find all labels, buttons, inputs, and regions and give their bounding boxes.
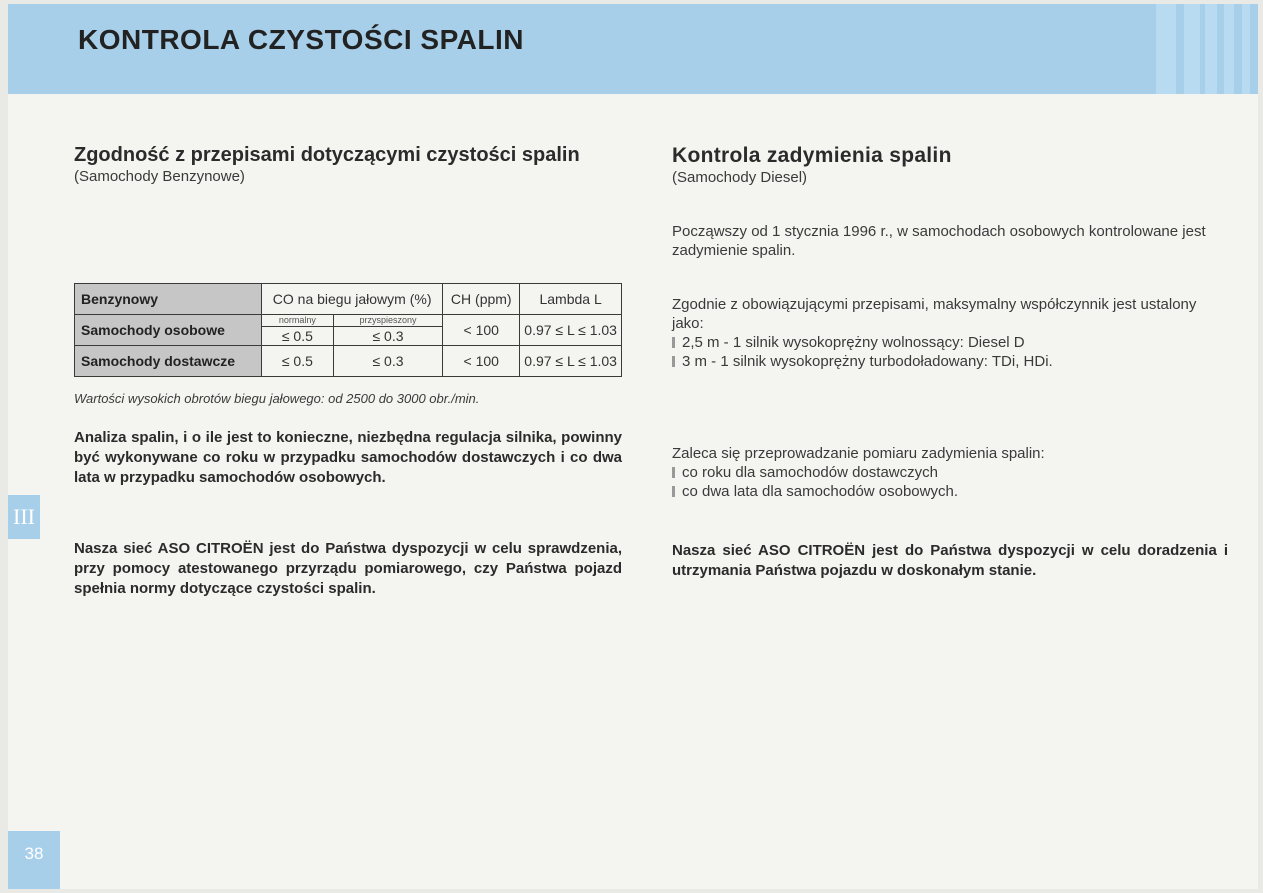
page-header: [8, 4, 1258, 94]
table-header-cell: CH (ppm): [443, 284, 520, 315]
lambda-value: 0.97 ≤ L ≤ 1.03: [520, 315, 622, 346]
page-title: KONTROLA CZYSTOŚCI SPALIN: [78, 24, 524, 55]
measurement-recommendation-text: Zaleca się przeprowadzanie pomiaru zadymienia spalin:: [672, 445, 1045, 462]
list-item: co roku dla samochodów dostawczych: [672, 463, 1228, 482]
chapter-tab: III: [8, 495, 40, 539]
emission-table: [74, 283, 622, 377]
header-stripe: [1205, 4, 1217, 94]
co-normal-value: ≤ 0.5: [281, 328, 313, 344]
co-normal-value: ≤ 0.5: [262, 346, 334, 377]
petrol-section-heading: Zgodność z przepisami dotyczącymi czystości spalin: [74, 144, 580, 166]
table-cell: [262, 315, 334, 346]
ch-value: < 100: [443, 346, 520, 377]
idle-speed-note: Wartości wysokich obrotów biegu jałowego: od 2500 do 3000 obr./min.: [74, 391, 480, 406]
header-stripe: [1156, 4, 1176, 94]
max-coefficient-block: [672, 295, 1228, 371]
diesel-section-heading: Kontrola zadymienia spalin: [672, 144, 952, 167]
dealer-network-paragraph: Nasza sieć ASO CITROËN jest do Państwa dyspozycji w celu sprawdzenia, przy pomocy atestowanego przyrządu pomiarowego, czy Państwa pojazd spełnia normy dotyczące czystości spalin.: [74, 540, 622, 597]
table-row-label: Samochody osobowe: [75, 315, 262, 346]
sub-header-normal: normalny: [262, 315, 333, 327]
header-stripe: [1242, 4, 1250, 94]
list-item: 3 m - 1 silnik wysokoprężny turbodoładowany: TDi, HDi.: [672, 352, 1228, 371]
diesel-section-subheading: (Samochody Diesel): [672, 169, 808, 186]
table-row-label: Samochody dostawcze: [75, 346, 262, 377]
header-stripe: [1224, 4, 1234, 94]
manual-page: [8, 4, 1258, 889]
page-number: 38: [8, 831, 60, 889]
table-header-cell: Lambda L: [520, 284, 622, 315]
lambda-value: 0.97 ≤ L ≤ 1.03: [520, 346, 622, 377]
smoke-control-intro: Począwszy od 1 stycznia 1996 r., w samochodach osobowych kontrolowane jest zadymienie spalin.: [672, 223, 1206, 259]
table-header-cell: CO na biegu jałowym (%): [262, 284, 443, 315]
list-item: 2,5 m - 1 silnik wysokoprężny wolnossący: Diesel D: [672, 333, 1228, 352]
header-stripe: [1184, 4, 1200, 94]
max-coefficient-text: Zgodnie z obowiązującymi przepisami, maksymalny współczynnik jest ustalony jako:: [672, 296, 1197, 332]
co-fast-value: ≤ 0.3: [333, 346, 443, 377]
ch-value: < 100: [443, 315, 520, 346]
measurement-recommendation-block: [672, 444, 1228, 501]
table-header-cell: Benzynowy: [75, 284, 262, 315]
list-item: co dwa lata dla samochodów osobowych.: [672, 482, 1228, 501]
table-row: [75, 346, 622, 377]
analysis-paragraph: Analiza spalin, i o ile jest to konieczne, niezbędna regulacja silnika, powinny być wykonywane co roku w przypadku samochodów dostawczych i co dwa lata w przypadku samochodów osobowych.: [74, 429, 622, 486]
diesel-dealer-paragraph: Nasza sieć ASO CITROËN jest do Państwa dyspozycji w celu doradzenia i utrzymania Państwa pojazdu w doskonałym stanie.: [672, 542, 1228, 579]
co-fast-value: ≤ 0.3: [372, 328, 404, 344]
table-cell: [333, 315, 443, 346]
petrol-section-subheading: (Samochody Benzynowe): [74, 168, 245, 185]
table-row: [75, 315, 622, 346]
sub-header-fast: przyspieszony: [334, 315, 443, 327]
